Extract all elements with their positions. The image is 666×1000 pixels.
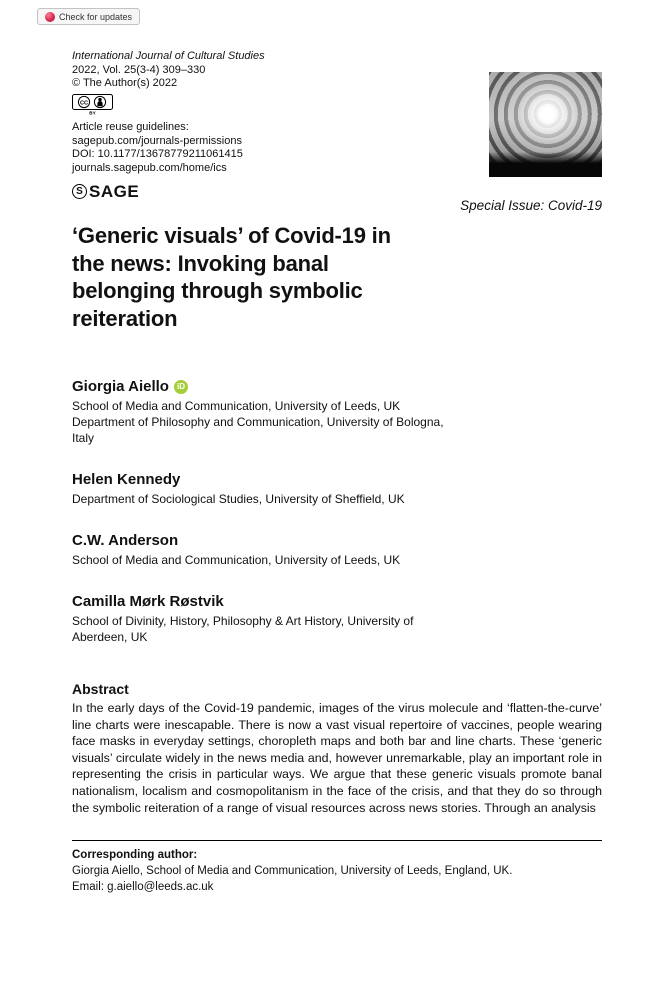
abstract-text: In the early days of the Covid-19 pandemic, images of the virus molecule and ‘flatten-the-curve’ line charts were inescapable. There is now a vast visual repertoire of vaccines, people wearing face masks in everyday settings, choropleth maps and both bar and line charts. These ‘generic visuals’ circulate widely in the news media and, however unremarkable, play an important role in representing the crisis in particular ways. We argue that these generic visuals promote banal nationalism, localism and cosmopolitanism in the face of the crisis, and that they do so through the symbolic reiteration of a range of visual resources across news stories. Through an analysis bbox=[72, 701, 602, 815]
journal-name: International Journal of Cultural Studies bbox=[72, 50, 265, 62]
reuse-guidelines-link[interactable]: sagepub.com/journals-permissions bbox=[72, 134, 242, 147]
journal-info-block bbox=[72, 50, 265, 199]
reuse-guidelines-label: Article reuse guidelines: bbox=[72, 121, 189, 133]
crossmark-icon bbox=[45, 12, 55, 22]
corresponding-author-block bbox=[72, 847, 602, 895]
author-block bbox=[72, 471, 602, 507]
author-affiliation: School of Media and Communication, University of Leeds, UK bbox=[72, 399, 401, 413]
corresponding-author-address: Giorgia Aiello, School of Media and Communication, University of Leeds, England, UK. bbox=[72, 865, 513, 878]
page-header bbox=[0, 0, 666, 222]
author-block bbox=[72, 532, 602, 568]
author-name: C.W. Anderson bbox=[72, 532, 179, 549]
article-title: ‘Generic visuals’ of Covid-19 in the news: Invoking banal belonging through symbolic reiteration bbox=[72, 223, 391, 331]
footer-divider bbox=[72, 840, 602, 841]
corresponding-author-heading: Corresponding author: bbox=[72, 849, 198, 862]
author-name: Giorgia Aiello bbox=[72, 378, 169, 395]
journal-home-link[interactable]: journals.sagepub.com/home/ics bbox=[72, 161, 227, 174]
author-affiliation: School of Divinity, History, Philosophy & Art History, University of Aberdeen, UK bbox=[72, 614, 414, 644]
author-name: Helen Kennedy bbox=[72, 471, 181, 488]
sage-circle-s-icon: S bbox=[72, 184, 87, 199]
author-block bbox=[72, 593, 602, 645]
check-for-updates-label: Check for updates bbox=[59, 11, 133, 22]
creative-commons-by-icon[interactable] bbox=[72, 94, 265, 120]
svg-text:CC: CC bbox=[79, 99, 89, 106]
check-for-updates-button[interactable] bbox=[37, 8, 140, 25]
orcid-icon[interactable]: iD bbox=[174, 380, 188, 394]
author-affiliation: Department of Sociological Studies, University of Sheffield, UK bbox=[72, 492, 405, 506]
author-block bbox=[72, 378, 602, 446]
svg-text:BY: BY bbox=[89, 110, 96, 115]
abstract-section bbox=[72, 681, 602, 816]
author-name: Camilla Mørk Røstvik bbox=[72, 593, 224, 610]
corresponding-author-email[interactable]: Email: g.aiello@leeds.ac.uk bbox=[72, 881, 214, 894]
copyright-line: © The Author(s) 2022 bbox=[72, 77, 178, 89]
sage-logo: S SAGE bbox=[72, 184, 139, 199]
special-issue-label: Special Issue: Covid-19 bbox=[460, 198, 602, 213]
doi-line: DOI: 10.1177/13678779211061415 bbox=[72, 148, 243, 160]
abstract-heading: Abstract bbox=[72, 681, 129, 697]
journal-volume-line: 2022, Vol. 25(3-4) 309–330 bbox=[72, 63, 206, 76]
article-thumbnail-photo bbox=[489, 72, 602, 177]
article-content bbox=[72, 222, 602, 895]
author-affiliation: School of Media and Communication, University of Leeds, UK bbox=[72, 553, 401, 567]
author-affiliation: Department of Philosophy and Communication, University of Bologna, Italy bbox=[72, 415, 444, 445]
